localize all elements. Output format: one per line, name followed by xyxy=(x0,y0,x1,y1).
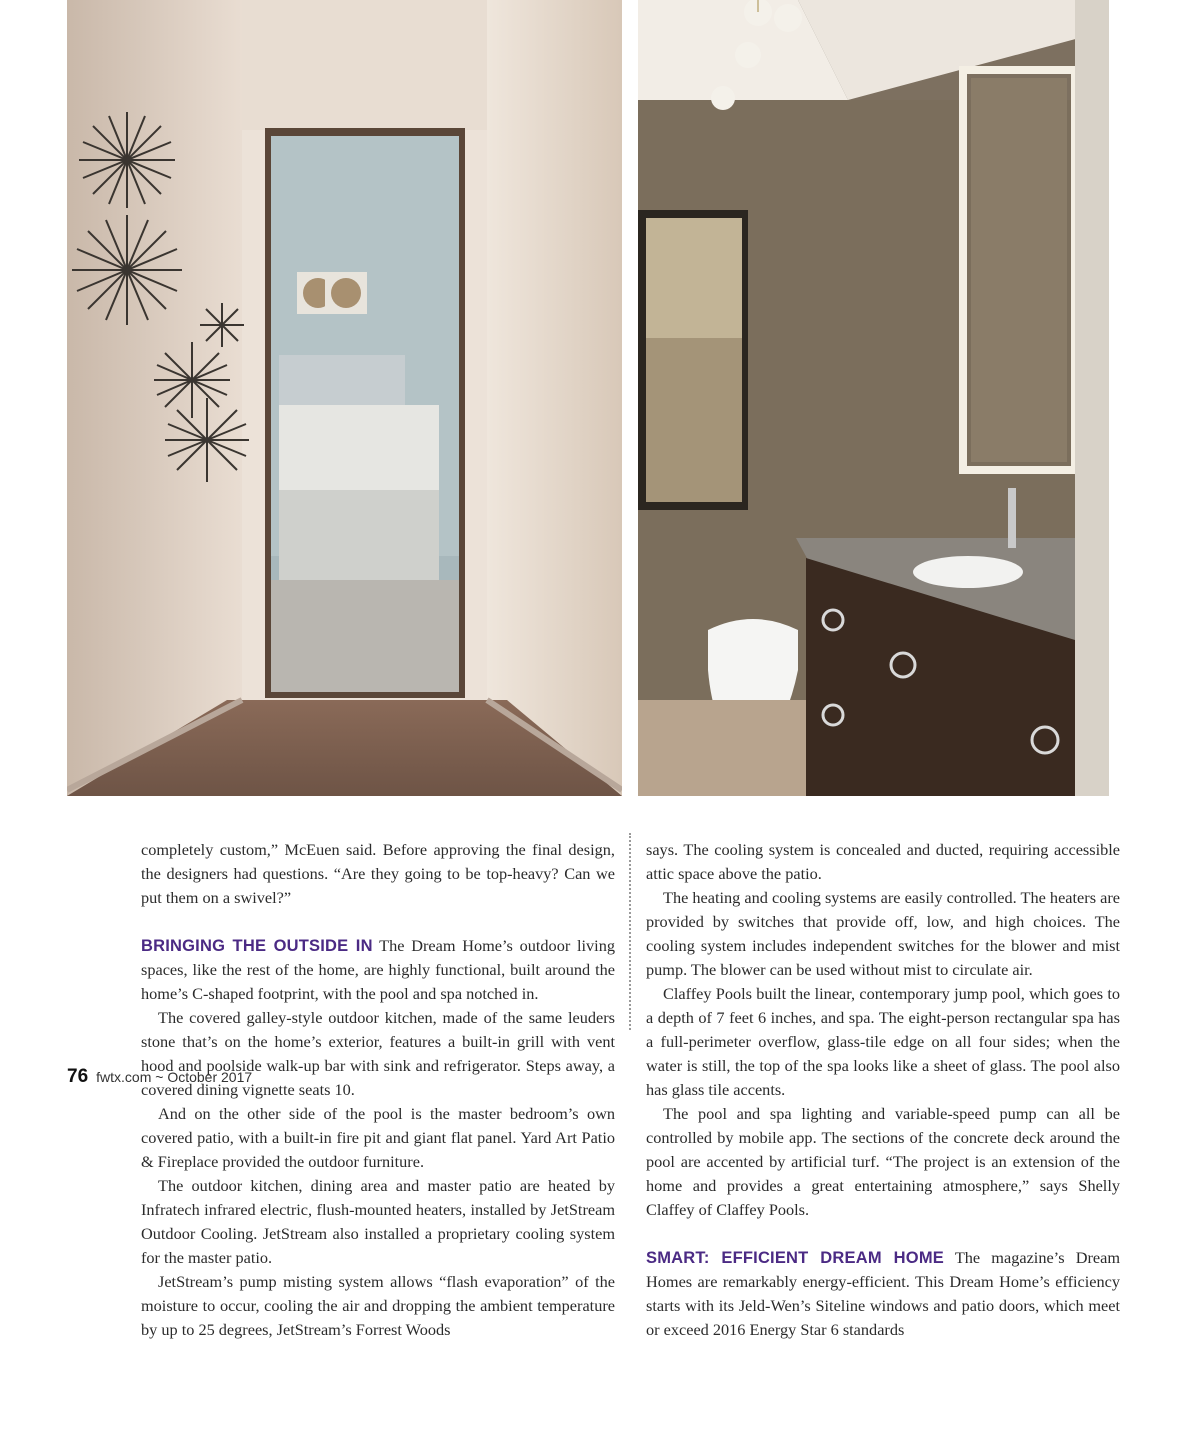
body-paragraph: The covered galley-style outdoor kitchen, made of the same leuders stone that’s on the home’s exterior, features a built-in grill with vent hood and poolside walk-up bar with sink and refrigerator. Steps away, a covered dining vignette seats 10. xyxy=(141,1008,615,1099)
section-heading: SMART: EFFICIENT DREAM HOME xyxy=(646,1249,944,1267)
body-paragraph: says. The cooling system is concealed and ducted, requiring accessible attic space above the patio. xyxy=(646,840,1120,883)
right-text-column xyxy=(646,838,1120,1342)
hallway-photo xyxy=(67,0,622,796)
left-text-column xyxy=(141,838,615,1342)
paragraph-text: The magazine’s Dream Homes are remarkably energy-efficient. This Dream Home’s efficiency starts with its Jeld-Wen’s Siteline windows and patio doors, which meet or exceed 2016 Energy Star 6 standards xyxy=(646,1248,1120,1339)
paragraph-text: The Dream Home’s outdoor living spaces, like the rest of the home, are highly functional, built around the home’s C-shaped footprint, with the pool and spa notched in. xyxy=(141,936,615,1003)
body-paragraph: And on the other side of the pool is the master bedroom’s own covered patio, with a built-in fire pit and giant flat panel. Yard Art Patio & Fireplace provided the outdoor furniture. xyxy=(141,1104,615,1171)
page-number: 76 xyxy=(67,1066,89,1087)
body-paragraph: The pool and spa lighting and variable-speed pump can all be controlled by mobile app. The sections of the concrete deck around the pool are accented by artificial turf. “The project is an extension of the home and provides a great entertaining atmosphere,” says Shelly Claffey of Claffey Pools. xyxy=(646,1104,1120,1219)
body-paragraph xyxy=(646,1246,1120,1342)
body-paragraph: JetStream’s pump misting system allows “flash evaporation” of the moisture to occur, cooling the air and dropping the ambient temperature by up to 25 degrees, JetStream’s Forrest Woods xyxy=(141,1272,615,1339)
body-paragraph: completely custom,” McEuen said. Before approving the final design, the designers had questions. “Are they going to be top-heavy? Can we put them on a swivel?” xyxy=(141,840,615,907)
body-paragraph: Claffey Pools built the linear, contemporary jump pool, which goes to a depth of 7 feet 6 inches, and spa. The eight-person rectangular spa has a full-perimeter overflow, glass-tile edge on all four sides; when the water is still, the top of the spa looks like a sheet of glass. The pool also has glass tile accents. xyxy=(646,984,1120,1099)
body-paragraph: The outdoor kitchen, dining area and master patio are heated by Infratech infrared electric, flush-mounted heaters, installed by JetStream Outdoor Cooling. JetStream also installed a proprietary cooling system for the master patio. xyxy=(141,1176,615,1267)
page-footer xyxy=(67,1066,252,1088)
body-paragraph xyxy=(141,934,615,1006)
publication-line: fwtx.com ~ October 2017 xyxy=(96,1069,253,1085)
body-paragraph: The heating and cooling systems are easily controlled. The heaters are provided by switches that provide off, low, and high choices. The cooling system includes independent switches for the blower and mist pump. The blower can be used without mist to circulate air. xyxy=(646,888,1120,979)
section-heading: BRINGING THE OUTSIDE IN xyxy=(141,937,373,955)
column-divider xyxy=(629,833,631,1030)
powder-room-photo xyxy=(638,0,1109,796)
